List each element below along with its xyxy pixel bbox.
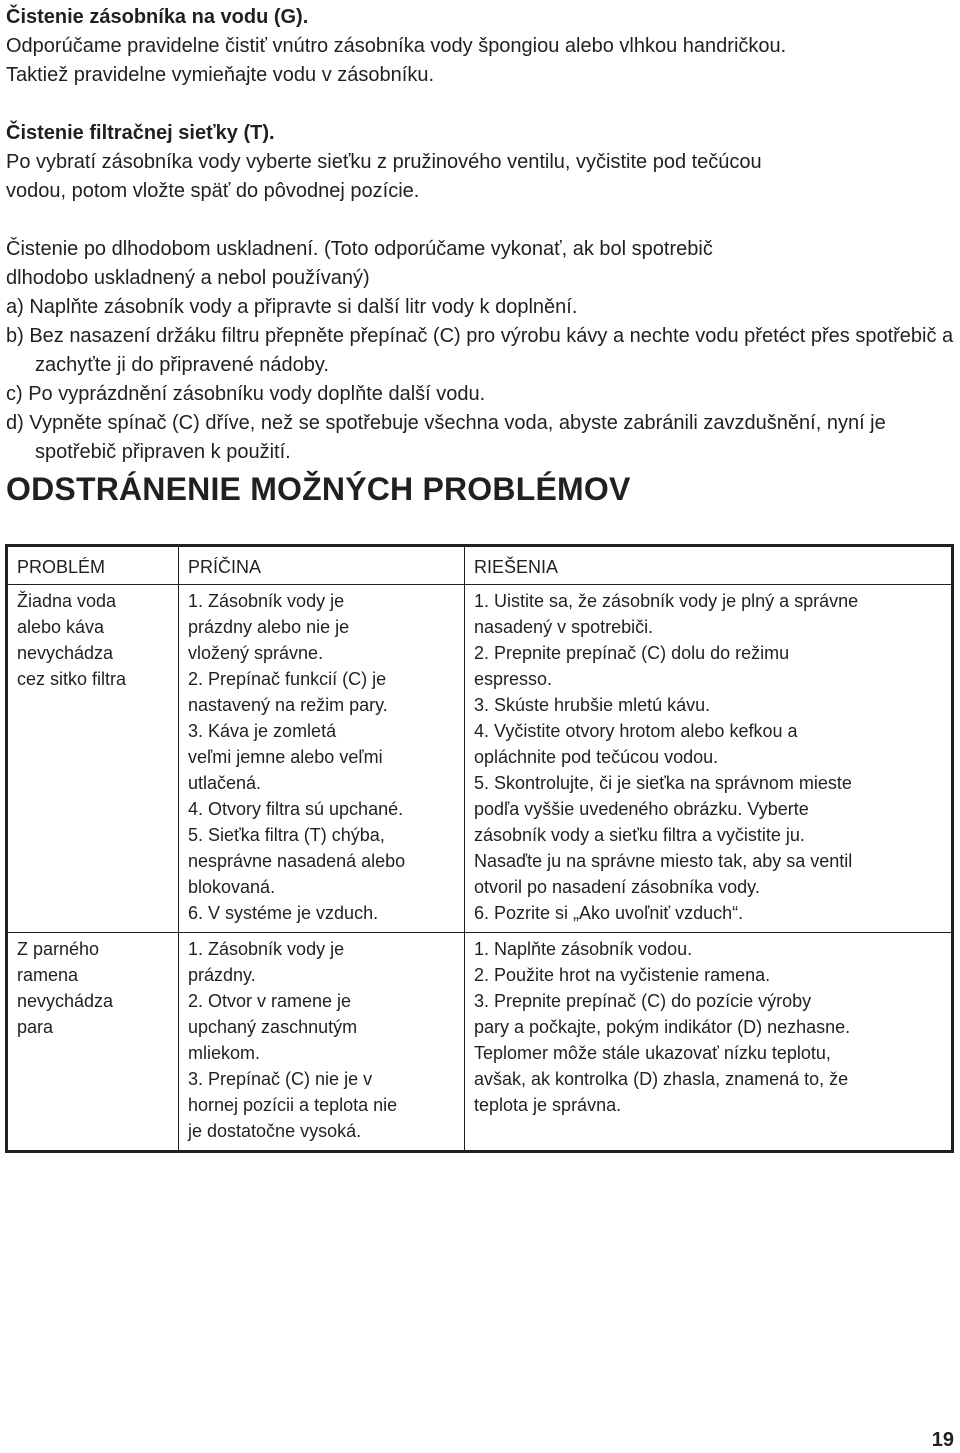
- page-number: 19: [931, 1429, 954, 1451]
- cell-line: otvoril po nasadení zásobníka vody.: [474, 877, 760, 897]
- cell-problem: [7, 933, 179, 1152]
- section-filter-cleaning: [6, 119, 954, 206]
- paragraph-line: dlhodobo uskladnený a nebol používaný): [6, 267, 370, 289]
- cell-line: vložený správne.: [188, 643, 324, 663]
- cell-line: 4. Otvory filtra sú upchané.: [188, 799, 404, 819]
- cell-line: podľa vyššie uvedeného obrázku. Vyberte: [474, 799, 809, 819]
- list-item: b) Bez nasazení držáku filtru přepněte přepínač (C) pro výrobu kávy a nechte vodu přetéct přes spotřebič a zachyťte ji do připravené nádoby.: [6, 325, 954, 376]
- troubleshooting-table: [5, 544, 954, 1153]
- cell-line: hornej pozícii a teplota nie: [188, 1095, 398, 1115]
- cell-line: nevychádza: [17, 991, 114, 1011]
- cell-line: 3. Skúste hrubšie mletú kávu.: [474, 695, 711, 715]
- list-item: d) Vypněte spínač (C) dříve, než se spotřebuje všechna voda, abyste zabránili zavzdušnění, nyní je spotřebič připraven k použití.: [6, 412, 886, 463]
- section-storage-cleaning: [6, 235, 954, 467]
- cell-line: 4. Vyčistite otvory hrotom alebo kefkou a: [474, 721, 798, 741]
- cell-line: 5. Sieťka filtra (T) chýba,: [188, 825, 385, 845]
- cell-line: para: [17, 1017, 54, 1037]
- cell-line: 6. Pozrite si „Ako uvoľniť vzduch“.: [474, 903, 744, 923]
- list-item: a) Naplňte zásobník vody a připravte si další litr vody k doplnění.: [6, 296, 578, 318]
- cell-line: teplota je správna.: [474, 1095, 622, 1115]
- cell-line: 2. Prepnite prepínač (C) dolu do režimu: [474, 643, 790, 663]
- cell-line: prázdny.: [188, 965, 256, 985]
- cell-line: Žiadna voda: [17, 591, 117, 611]
- cell-line: 1. Zásobník vody je: [188, 591, 345, 611]
- cell-line: nesprávne nasadená alebo: [188, 851, 406, 871]
- paragraph-line: Odporúčame pravidelne čistiť vnútro zásobníka vody špongiou alebo vlhkou handričkou.: [6, 35, 787, 57]
- cell-line: mliekom.: [188, 1043, 261, 1063]
- troubleshooting-heading: ODSTRÁNENIE MOŽNÝCH PROBLÉMOV: [6, 471, 631, 507]
- cell-cause: [179, 933, 465, 1152]
- cell-line: prázdny alebo nie je: [188, 617, 350, 637]
- cell-line: Z parného: [17, 939, 100, 959]
- cell-line: alebo káva: [17, 617, 105, 637]
- cell-line: avšak, ak kontrolka (D) zhasla, znamená to, že: [474, 1069, 849, 1089]
- section-title: Čistenie filtračnej sieťky (T).: [6, 122, 275, 144]
- cell-solution: [465, 585, 953, 933]
- cell-line: veľmi jemne alebo veľmi: [188, 747, 383, 767]
- section-inline-title: Čistenie po dlhodobom uskladnení.: [6, 238, 319, 260]
- cell-line: 2. Prepínač funkcií (C) je: [188, 669, 387, 689]
- cell-line: blokovaná.: [188, 877, 276, 897]
- column-header-problem: PROBLÉM: [7, 546, 179, 585]
- cell-line: pary a počkajte, pokým indikátor (D) nezhasne.: [474, 1017, 851, 1037]
- cell-line: 2. Použite hrot na vyčistenie ramena.: [474, 965, 771, 985]
- cell-problem: [7, 585, 179, 933]
- cell-line: 3. Prepínač (C) nie je v: [188, 1069, 373, 1089]
- cell-line: 2. Otvor v ramene je: [188, 991, 352, 1011]
- table-row: [7, 933, 953, 1152]
- section-title: Čistenie zásobníka na vodu (G).: [6, 6, 309, 28]
- cell-line: Nasaďte ju na správne miesto tak, aby sa ventil: [474, 851, 853, 871]
- cell-line: 3. Prepnite prepínač (C) do pozície výroby: [474, 991, 812, 1011]
- cell-line: 1. Zásobník vody je: [188, 939, 345, 959]
- cell-line: ramena: [17, 965, 79, 985]
- cell-line: opláchnite pod tečúcou vodou.: [474, 747, 719, 767]
- cell-line: 1. Uistite sa, že zásobník vody je plný a správne: [474, 591, 859, 611]
- cell-line: upchaný zaschnutým: [188, 1017, 358, 1037]
- cell-cause: [179, 585, 465, 933]
- column-header-cause: PRÍČINA: [179, 546, 465, 585]
- cell-solution: [465, 933, 953, 1152]
- column-header-solution: RIEŠENIA: [465, 546, 953, 585]
- cell-line: Teplomer môže stále ukazovať nízku teplotu,: [474, 1043, 831, 1063]
- table-header-row: [7, 546, 953, 585]
- paragraph-line: Taktiež pravidelne vymieňajte vodu v zásobníku.: [6, 64, 435, 86]
- paragraph-line: [6, 235, 954, 264]
- section-water-tank-cleaning: [6, 3, 954, 90]
- list-item: c) Po vyprázdnění zásobníku vody doplňte další vodu.: [6, 383, 486, 405]
- table-body: [7, 585, 953, 1152]
- cell-line: cez sitko filtra: [17, 669, 127, 689]
- intro-text: (Toto odporúčame vykonať, ak bol spotrebič: [324, 238, 713, 260]
- cell-line: nasadený v spotrebiči.: [474, 617, 654, 637]
- cell-line: 1. Naplňte zásobník vodou.: [474, 939, 693, 959]
- cell-line: espresso.: [474, 669, 553, 689]
- cell-line: 3. Káva je zomletá: [188, 721, 337, 741]
- cell-line: utlačená.: [188, 773, 262, 793]
- table-row: [7, 585, 953, 933]
- cell-line: zásobník vody a sieťku filtra a vyčistite ju.: [474, 825, 805, 845]
- cell-line: je dostatočne vysoká.: [188, 1121, 362, 1141]
- cell-line: 5. Skontrolujte, či je sieťka na správnom mieste: [474, 773, 852, 793]
- cell-line: nastavený na režim pary.: [188, 695, 388, 715]
- cell-line: 6. V systéme je vzduch.: [188, 903, 379, 923]
- cell-line: nevychádza: [17, 643, 114, 663]
- paragraph-line: vodou, potom vložte späť do pôvodnej pozície.: [6, 180, 420, 202]
- document-page: [6, 0, 954, 509]
- paragraph-line: Po vybratí zásobníka vody vyberte sieťku z pružinového ventilu, vyčistite pod tečúcou: [6, 151, 762, 173]
